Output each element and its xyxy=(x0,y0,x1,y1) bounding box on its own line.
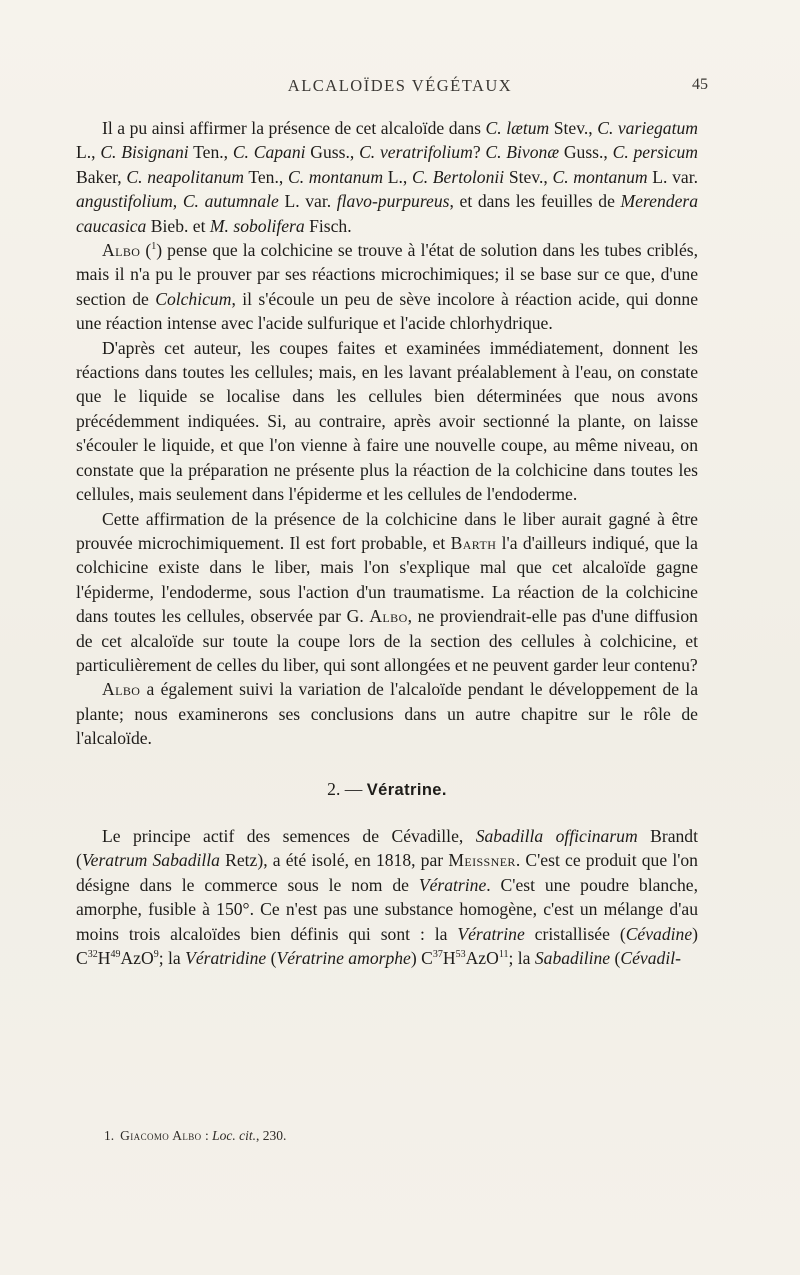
italic-run: Cévadine xyxy=(625,923,693,944)
text-run: H xyxy=(97,948,111,968)
text-run: Ten., xyxy=(188,142,233,163)
paragraph-veratrine xyxy=(76,824,698,970)
section-title: Vératrine. xyxy=(366,780,447,799)
paragraph-liber-affirmation xyxy=(76,507,698,678)
section-heading xyxy=(76,777,698,802)
body-text xyxy=(76,116,698,970)
footnote-number: 1. xyxy=(104,1128,115,1143)
text-run: Stev., xyxy=(504,166,553,187)
footnote-page: , 230. xyxy=(255,1128,287,1143)
superscript-run: 1 xyxy=(151,241,157,253)
text-run: l'a d'ailleurs indiqué, que la colchicine existe dans le liber, mais l'on s'explique mal que cet alcaloïde gagne l'épiderme, l'endoderme, sous l'action d'un traumatisme. La réaction de la colchicine dans toutes les cellules, observée par G. xyxy=(76,532,698,627)
text-run: ; la xyxy=(158,948,186,968)
italic-run: Sabadiline xyxy=(534,948,611,968)
small-caps-run: Albo xyxy=(369,606,408,627)
superscript-run: 11 xyxy=(498,949,509,961)
paragraph-albo-development xyxy=(76,677,698,750)
italic-run: Vératrine xyxy=(457,923,525,944)
text-run: , il s'écoule un peu de sève incolore à réaction acide, qui donne une réaction intense avec l'acide sulfurique et l'acide chlorhydrique. xyxy=(76,288,698,334)
italic-run: C. lætum xyxy=(485,118,550,138)
italic-run: C. Bivonæ xyxy=(485,142,560,163)
text-run: ( xyxy=(140,240,152,261)
text-run: L., xyxy=(76,142,101,163)
small-caps-run: Barth xyxy=(450,532,497,553)
superscript-run: 32 xyxy=(87,949,98,961)
text-run: , ne proviendrait-elle pas d'une diffusion de cet alcaloïde sur toute la coupe lors de la section des cellules à colchicine, et particulièrement de celles du liber, qui sont allongées et ne peuvent garder leur contenu? xyxy=(76,606,698,675)
text-run: Cette affirmation de la présence de la colchicine dans le liber aurait gagné à être prouvée microchimiquement. Il est fort probable, et xyxy=(76,508,698,553)
text-run: ; la xyxy=(508,948,535,968)
italic-run: Merendera caucasica xyxy=(76,191,699,236)
italic-run: M. sobolifera xyxy=(209,215,305,236)
text-run: Le principe actif des semences de Cévadille, xyxy=(102,825,476,846)
italic-run: C. veratrifolium xyxy=(359,142,473,163)
text-run: Brandt ( xyxy=(76,825,698,871)
text-run: Retz), a été isolé, en 1818, par xyxy=(219,850,449,871)
text-run: a également suivi la variation de l'alcaloïde pendant le développement de la plante; nous examinerons ses conclusions dans un autre chapitre sur le rôle de l'alcaloïde. xyxy=(76,679,698,749)
footnote xyxy=(104,1128,664,1144)
text-run: Ten., xyxy=(243,166,288,187)
italic-run: Cévadil- xyxy=(620,948,681,968)
text-run: ? xyxy=(472,142,486,163)
text-run: Baker, xyxy=(76,166,127,187)
italic-run: C. variegatum xyxy=(597,118,698,138)
text-run: Fisch. xyxy=(304,215,352,236)
text-run: Il a pu ainsi affirmer la présence de cet alcaloïde dans xyxy=(102,118,486,138)
text-run: Stev., xyxy=(549,118,598,138)
italic-run: Vératrine amorphe xyxy=(276,948,411,968)
section-number: 2. — xyxy=(327,778,363,799)
paragraph-albo-sieve-tubes xyxy=(76,238,698,336)
superscript-run: 49 xyxy=(110,949,121,961)
italic-run: Vératrine xyxy=(418,874,487,895)
italic-run: Vératridine xyxy=(185,948,267,968)
italic-run: C. montanum xyxy=(552,166,648,187)
text-run: , xyxy=(172,191,183,212)
text-run: Guss., xyxy=(559,142,613,163)
text-run: L., xyxy=(383,166,412,187)
italic-run: C. autumnale xyxy=(182,191,279,212)
footnote-reference: Loc. cit. xyxy=(212,1128,256,1143)
paragraph-colchicum-species xyxy=(76,116,698,238)
small-caps-run: Meissner xyxy=(448,850,516,871)
italic-run: C. persicum xyxy=(612,142,698,163)
small-caps-run: Albo xyxy=(102,240,141,261)
italic-run: Colchicum xyxy=(155,288,232,309)
text-run: ( xyxy=(610,948,621,968)
page-number: 45 xyxy=(692,76,708,93)
italic-run: Veratrum Sabadilla xyxy=(81,850,220,871)
italic-run: C. Capani xyxy=(232,142,306,163)
text-run: ) pense que la colchicine se trouve à l'état de solution dans les tubes criblés, mais il n'a pu le prouver par ses réactions microchimiques; il se base sur ce que, d'une section de xyxy=(76,240,698,309)
paragraph-sections-reactions xyxy=(76,336,698,507)
text-run: H xyxy=(442,948,456,968)
text-run: . C'est une poudre blanche, amorphe, fusible à 150°. Ce n'est pas une substance homogène, c'est un mélange d'au moins trois alcaloïdes bien définis qui sont : la xyxy=(76,874,698,944)
text-run: Bieb. et xyxy=(146,215,210,236)
text-run: AzO xyxy=(465,948,499,968)
text-run: ( xyxy=(266,948,277,968)
italic-run: angustifolium xyxy=(76,191,173,212)
text-run: cristallisée ( xyxy=(524,923,626,944)
text-run: L. var. xyxy=(278,191,337,212)
text-run: L. var. xyxy=(647,166,698,187)
italic-run: flavo-purpureus xyxy=(336,191,450,212)
text-run: AzO xyxy=(120,948,154,968)
footnote-author: Giacomo Albo xyxy=(120,1128,202,1143)
italic-run: Sabadilla officinarum xyxy=(475,825,638,846)
superscript-run: 9 xyxy=(153,949,159,961)
italic-run: C. montanum xyxy=(287,166,384,187)
italic-run: C. neapolitanum xyxy=(126,166,244,187)
text-run: Guss., xyxy=(305,142,360,163)
small-caps-run: Albo xyxy=(102,679,141,700)
italic-run: C. Bisignani xyxy=(100,142,189,163)
text-run: ) C xyxy=(76,923,698,968)
footnote-separator: : xyxy=(201,1128,213,1143)
superscript-run: 53 xyxy=(455,949,466,961)
running-title: ALCALOÏDES VÉGÉTAUX xyxy=(287,76,513,95)
italic-run: C. Bertolonii xyxy=(411,166,505,187)
superscript-run: 37 xyxy=(432,949,443,961)
running-head xyxy=(0,76,800,102)
text-run: . C'est ce produit que l'on désigne dans le commerce sous le nom de xyxy=(76,850,698,895)
text-run: D'après cet auteur, les coupes faites et examinées immédiatement, donnent les réactions dans toutes les cellules; mais, en les lavant préalablement à l'eau, on constate que le liquide se localise dans les cellules bien déterminées que nous avons précédemment indiquées. Si, au contraire, après avoir sectionné la plante, on laisse s'écouler le liquide, et que l'on vienne à faire une nouvelle coupe, au même niveau, on constate que la préparation ne présente plus la réaction de la colchicine dans toutes les cellules, mais seulement dans l'épiderme et les cellules de l'endoderme. xyxy=(76,337,698,505)
text-run: ) C xyxy=(410,948,433,968)
text-run: , et dans les feuilles de xyxy=(449,191,621,212)
